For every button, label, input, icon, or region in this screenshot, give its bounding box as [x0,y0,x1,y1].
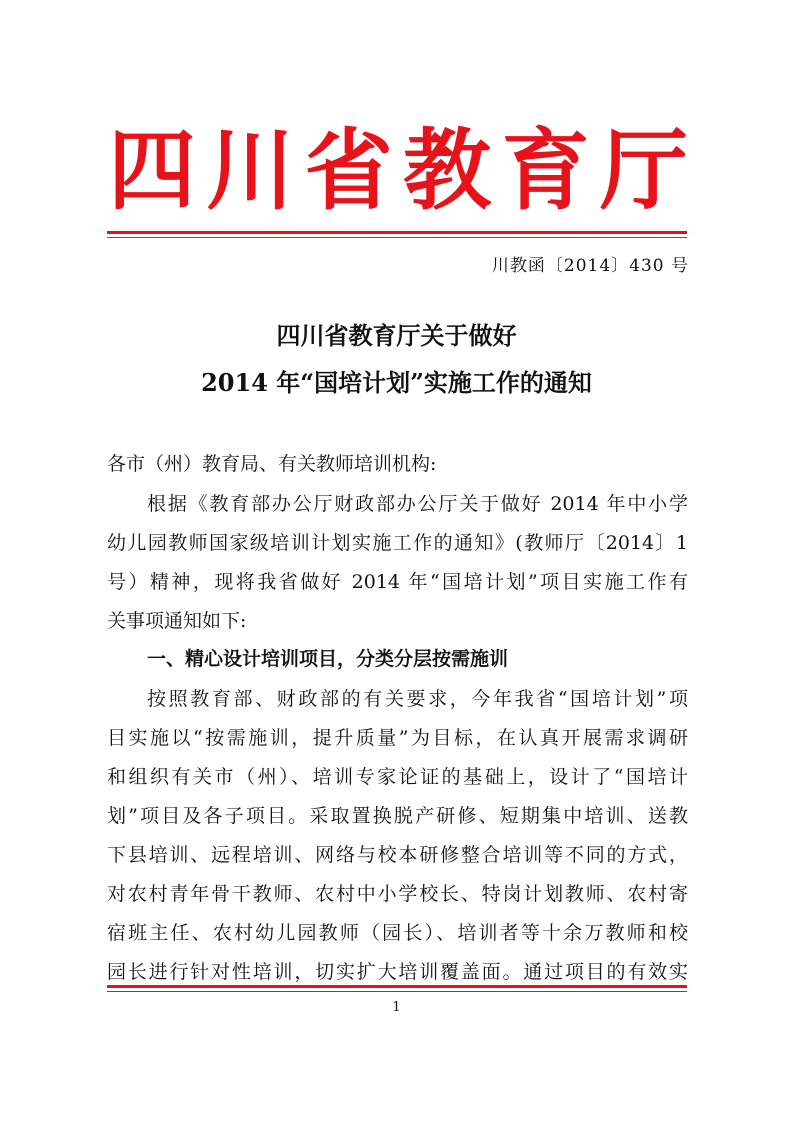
paragraph-1-line: 根据《教育部办公厅财政部办公厅关于做好 2014 年中小学 [147,493,688,515]
paragraph-2-line: 对农村青年骨干教师、农村中小学校长、特岗计划教师、农村寄 [107,883,688,905]
paragraph-2-line: 园长进行针对性培训，切实扩大培训覆盖面。通过项目的有效实 [107,961,688,983]
paragraph-1-line: 号）精神，现将我省做好 2014 年“国培计划”项目实施工作有 [107,571,688,593]
document-title-line-2: 2014 年“国培计划”实施工作的通知 [201,368,592,397]
masthead-char: 四 [108,118,197,222]
footer-red-rule-thin [107,991,687,992]
salutation: 各市（州）教育局、有关教师培训机构: [107,453,437,475]
masthead-char: 育 [501,118,590,222]
document-number: 川教函〔2014〕430 号 [491,256,689,276]
paragraph-2-line: 按照教育部、财政部的有关要求，今年我省“国培计划”项 [147,688,688,710]
paragraph-2-line: 目实施以“按需施训，提升质量”为目标，在认真开展需求调研 [107,727,688,749]
paragraph-2-line: 和组织有关市（州）、培训专家论证的基础上，设计了“国培计 [107,766,688,788]
paragraph-2-line: 下县培训、远程培训、网络与校本研修整合培训等不同的方式， [107,844,688,866]
masthead-title [108,120,688,220]
section-heading-1: 一、精心设计培训项目，分类分层按需施训 [147,648,509,670]
masthead-red-rule-thin [107,237,687,238]
masthead-char: 厅 [599,118,688,222]
masthead-char: 教 [403,118,492,222]
paragraph-1-line: 关事项通知如下: [107,610,247,632]
document-title-line-1: 四川省教育厅关于做好 [276,321,517,350]
footer-red-rule-thick [107,985,687,988]
masthead-char: 川 [206,118,295,222]
paragraph-2-line: 宿班主任、农村幼儿园教师（园长）、培训者等十余万教师和校 [107,922,688,944]
masthead-red-rule-thick [107,231,687,234]
page-number: 1 [392,1000,401,1015]
masthead-char: 省 [304,118,393,222]
paragraph-2-line: 划”项目及各子项目。采取置换脱产研修、短期集中培训、送教 [107,805,688,827]
paragraph-1-line: 幼儿园教师国家级培训计划实施工作的通知》(教师厅〔2014〕1 [107,532,688,554]
